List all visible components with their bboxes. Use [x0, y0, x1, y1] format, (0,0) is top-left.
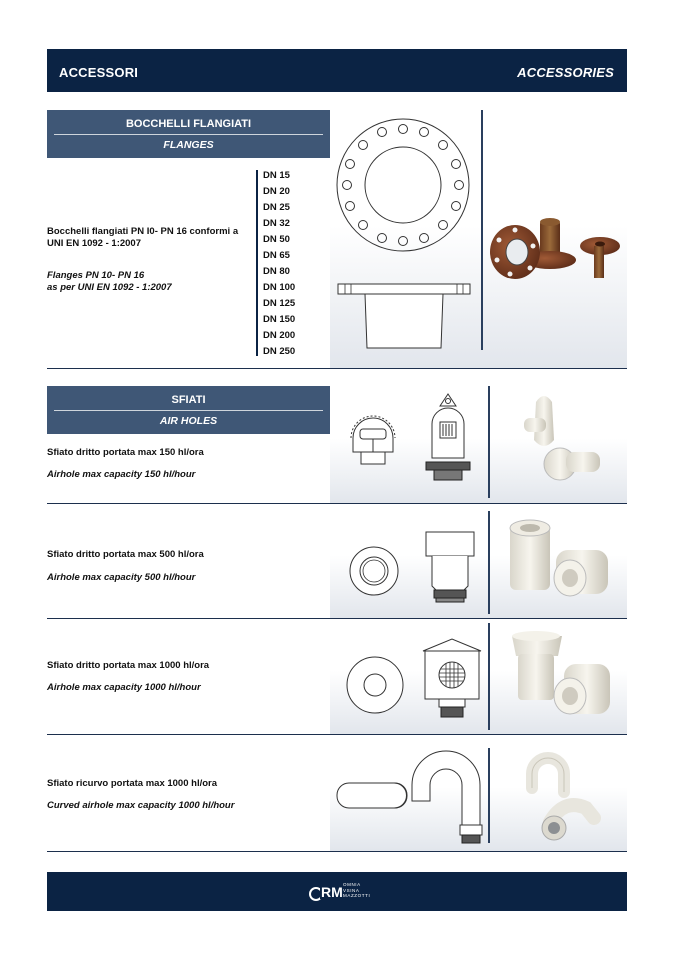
flanges-title-it: BOCCHELLI FLANGIATI — [125, 118, 252, 130]
dn-size: DN 125 — [263, 298, 296, 309]
dn-size: DN 80 — [263, 266, 290, 277]
company-logo — [309, 881, 369, 903]
airhole-1000-description-en: Airhole max capacity 1000 hl/hour — [47, 682, 201, 693]
air-holes-title-en: AIR HOLES — [159, 415, 218, 427]
image-divider — [488, 623, 490, 730]
dn-size: DN 65 — [263, 250, 290, 261]
airhole-500-description-it: Sfiato dritto portata max 500 hl/ora — [47, 549, 204, 560]
title-divider — [54, 134, 323, 135]
dn-size: DN 32 — [263, 218, 290, 229]
airhole-150-description-en: Airhole max capacity 150 hl/hour — [47, 469, 196, 480]
curved-airhole-description-en: Curved airhole max capacity 1000 hl/hour — [47, 800, 235, 811]
dn-size: DN 15 — [263, 170, 290, 181]
airhole-1000-side-drawing — [421, 637, 483, 721]
dn-size: DN 100 — [263, 282, 296, 293]
dn-size: DN 20 — [263, 186, 290, 197]
image-divider — [488, 386, 490, 498]
airhole-150-top-drawing — [347, 412, 399, 466]
air-holes-section-title — [47, 386, 330, 434]
airhole-500-top-drawing — [348, 545, 400, 597]
curved-airhole-description-it: Sfiato ricurvo portata max 1000 hl/ora — [47, 778, 218, 789]
flanges-description-it: Bocchelli flangiati PN I0- PN 16 conformi a UNI EN 1092 - 1:2007 — [47, 226, 239, 249]
logo-mark-icon — [309, 882, 345, 902]
air-holes-title-it: SFIATI — [171, 394, 206, 406]
flanges-section-title — [47, 110, 330, 158]
airhole-1000-top-drawing — [346, 656, 404, 714]
flange-top-view-drawing — [335, 117, 475, 257]
dn-size: DN 250 — [263, 346, 296, 357]
header-bar — [47, 49, 627, 92]
dn-list-divider — [256, 170, 258, 356]
airhole-500-photo — [504, 516, 614, 608]
flanges-description-en: Flanges PN 10- PN 16 as per UNI EN 1092 - 1:2007 — [47, 270, 172, 293]
airhole-500-description-en: Airhole max capacity 500 hl/hour — [47, 572, 196, 583]
airhole-500-side-drawing — [422, 528, 478, 606]
dn-size: DN 150 — [263, 314, 296, 325]
image-divider — [481, 110, 483, 350]
curved-airhole-top-drawing — [336, 782, 408, 810]
airhole-150-description-it: Sfiato dritto portata max 150 hl/ora — [47, 447, 204, 458]
airhole-1000-description-it: Sfiato dritto portata max 1000 hl/ora — [47, 660, 210, 671]
airhole-1000-photo — [508, 628, 616, 728]
title-divider — [54, 410, 323, 411]
row-divider — [47, 851, 627, 852]
section-divider — [47, 368, 627, 369]
flange-photo — [488, 210, 623, 290]
dn-size: DN 25 — [263, 202, 290, 213]
curved-airhole-side-drawing — [408, 745, 488, 845]
footer-bar — [47, 872, 627, 911]
dn-size-list — [263, 168, 295, 360]
airhole-150-side-drawing — [422, 392, 474, 482]
dn-size: DN 200 — [263, 330, 296, 341]
airhole-150-photo — [514, 392, 609, 487]
image-divider — [488, 748, 490, 843]
curved-airhole-photo — [524, 752, 606, 848]
dn-size: DN 50 — [263, 234, 290, 245]
header-title-en: ACCESSORIES — [517, 65, 614, 80]
logo-mark-text: RM — [321, 884, 343, 900]
image-divider — [488, 511, 490, 614]
header-title-it: ACCESSORI — [59, 65, 139, 80]
logo-text: OMNIA VSINA MAZZOTTI — [343, 882, 371, 898]
flanges-title-en: FLANGES — [163, 139, 214, 151]
flange-side-view-drawing — [337, 282, 472, 354]
